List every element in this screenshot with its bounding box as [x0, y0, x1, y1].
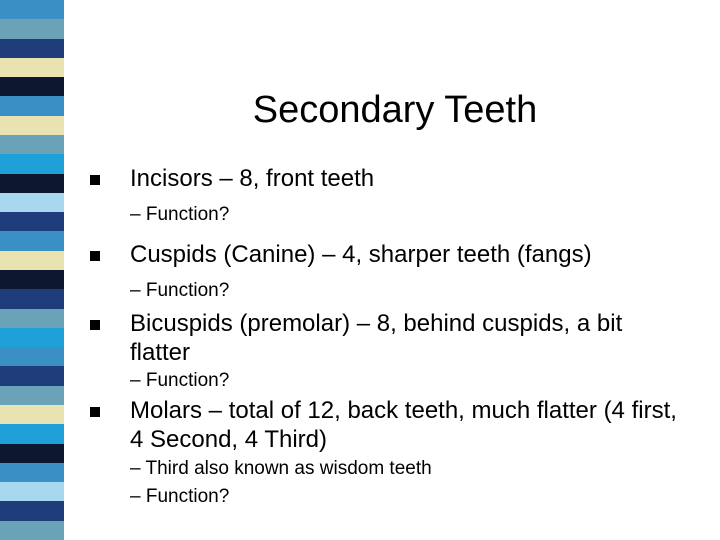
- stripe-band: [0, 212, 66, 232]
- stripe-band: [0, 193, 66, 213]
- stripe-band: [0, 19, 66, 39]
- stripe-band: [0, 174, 66, 194]
- stripe-band: [0, 328, 66, 348]
- stripe-band: [0, 116, 66, 136]
- bullet-text: Cuspids (Canine) – 4, sharper teeth (fangs): [130, 241, 592, 268]
- stripe-band: [0, 366, 66, 386]
- bullet-text: Incisors – 8, front teeth: [130, 165, 375, 192]
- stripe-band: [0, 386, 66, 406]
- decorative-stripe: [0, 0, 66, 540]
- stripe-band: [0, 501, 66, 521]
- square-bullet-icon: [90, 251, 100, 261]
- stripe-band: [0, 58, 66, 78]
- stripe-band: [0, 463, 66, 483]
- stripe-band: [0, 444, 66, 464]
- slide-title: Secondary Teeth: [252, 89, 538, 131]
- stripe-band: [0, 405, 66, 425]
- stripe-band: [0, 231, 66, 251]
- bullet-text: Molars – total of 12, back teeth, much flatter (4 first, 4 Second, 4 Third): [130, 397, 677, 453]
- square-bullet-icon: [90, 320, 100, 330]
- sub-bullet: – Function?: [130, 486, 230, 507]
- stripe-band: [0, 39, 66, 59]
- sub-bullet: – Third also known as wisdom teeth: [130, 458, 432, 479]
- sub-bullet: – Function?: [130, 370, 230, 391]
- stripe-band: [0, 270, 66, 290]
- stripe-band: [0, 77, 66, 97]
- stripe-band: [0, 347, 66, 367]
- stripe-separator: [64, 0, 66, 540]
- stripe-band: [0, 154, 66, 174]
- stripe-band: [0, 251, 66, 271]
- sub-bullet: – Function?: [130, 204, 230, 225]
- stripe-band: [0, 0, 66, 20]
- square-bullet-icon: [90, 175, 100, 185]
- square-bullet-icon: [90, 407, 100, 417]
- stripe-band: [0, 135, 66, 155]
- stripe-band: [0, 521, 66, 540]
- bullet-text: Bicuspids (premolar) – 8, behind cuspids, a bit flatter: [130, 310, 623, 366]
- sub-bullet: – Function?: [130, 280, 230, 301]
- stripe-band: [0, 309, 66, 329]
- stripe-band: [0, 289, 66, 309]
- stripe-band: [0, 482, 66, 502]
- stripe-band: [0, 96, 66, 116]
- stripe-band: [0, 424, 66, 444]
